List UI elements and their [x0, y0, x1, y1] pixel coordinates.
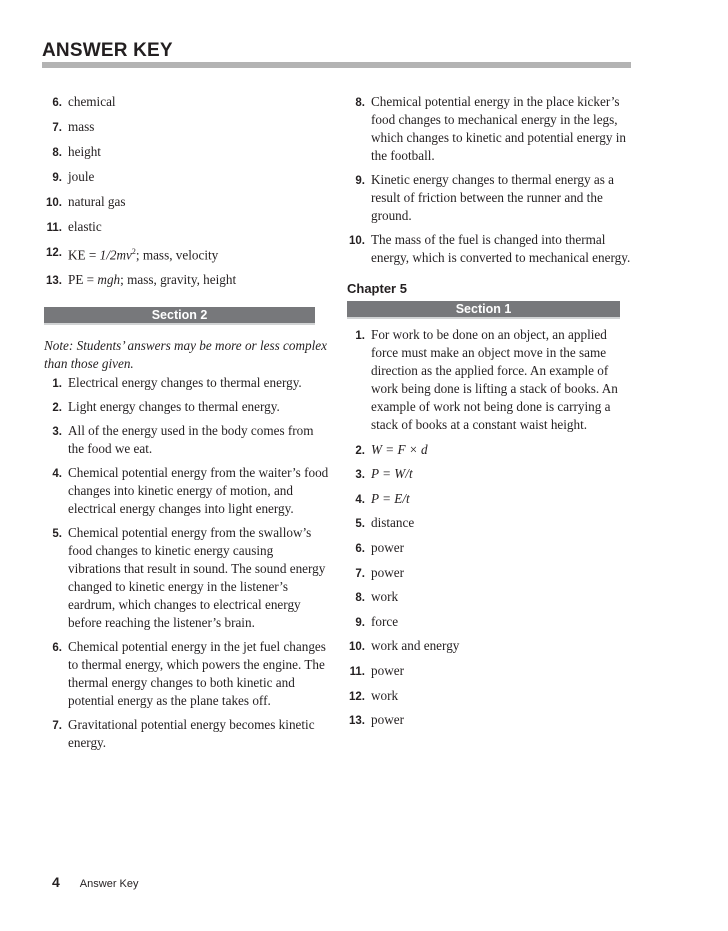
item-number: 4. — [355, 493, 365, 506]
item-text: force — [371, 613, 399, 629]
item-number: 12. — [349, 690, 365, 703]
list-item — [347, 171, 632, 225]
section-2-answer-list — [44, 374, 329, 752]
list-item — [44, 638, 329, 710]
formula-exponent: 2 — [131, 247, 136, 256]
list-item — [347, 231, 632, 267]
item-text: Chemical potential energy from the waiter’s food changes into kinetic energy of motion, and electrical energy changes into light energy. — [68, 465, 329, 517]
item-number: 8. — [355, 97, 365, 109]
list-item — [44, 464, 329, 518]
item-text: Light energy changes to thermal energy. — [68, 399, 280, 415]
item-text: work and energy — [371, 638, 460, 654]
item-number: 1. — [355, 330, 365, 342]
item-number: 9. — [355, 616, 365, 629]
item-number: 6. — [355, 542, 365, 555]
item-number: 6. — [52, 642, 62, 655]
item-text: Electrical energy changes to thermal energy. — [68, 375, 302, 391]
item-text: power — [371, 564, 404, 580]
item-text: Chemical potential energy from the swallow’s food changes to kinetic energy causing vibrations that result in sound. The sound energy changed to kinetic energy in the listener’s eardrum, which changes to electrical energy before reaching the listener’s brain. — [68, 525, 326, 631]
item-number: 11. — [349, 665, 365, 678]
list-item — [347, 514, 632, 532]
list-item — [347, 637, 632, 655]
item-number: 1. — [52, 378, 62, 391]
list-item — [44, 93, 329, 111]
item-text: Gravitational potential energy becomes kinetic energy. — [68, 717, 315, 751]
item-text: power — [371, 539, 404, 555]
item-text: elastic — [68, 219, 102, 234]
item-number: 2. — [52, 402, 62, 415]
list-item — [347, 662, 632, 680]
item-text: Chemical potential energy in the jet fuel changes to thermal energy, which powers the engine. The thermal energy changes to both kinetic and potential energy as the plane takes off. — [68, 639, 326, 709]
list-item — [347, 93, 632, 165]
item-number: 6. — [52, 97, 62, 109]
item-text: work — [371, 687, 399, 703]
item-number: 8. — [52, 147, 62, 159]
item-text: ; mass, velocity — [135, 247, 219, 263]
list-item — [44, 118, 329, 136]
page-number: 4 — [52, 874, 60, 890]
item-number: 12. — [46, 247, 62, 259]
page-title: ANSWER KEY — [42, 40, 173, 61]
item-number: 3. — [52, 426, 62, 439]
item-number: 5. — [52, 528, 62, 541]
section-1-heading: Section 1 — [347, 301, 620, 319]
list-item — [347, 687, 632, 705]
page-footer — [52, 874, 139, 892]
item-number: 7. — [52, 720, 62, 733]
item-text: joule — [68, 169, 95, 184]
list-item — [44, 143, 329, 161]
list-item — [347, 711, 632, 729]
item-number: 7. — [355, 567, 365, 580]
item-text: height — [68, 144, 101, 159]
item-text: All of the energy used in the body comes from the food we eat. — [68, 423, 314, 457]
list-item — [44, 524, 329, 632]
item-text: Kinetic energy changes to thermal energy as a result of friction between the runner and the ground. — [371, 172, 615, 223]
list-item — [44, 398, 329, 416]
list-item — [44, 374, 329, 392]
list-item — [347, 465, 632, 483]
item-number: 5. — [355, 518, 365, 531]
item-number: 9. — [355, 175, 365, 187]
list-item — [347, 441, 632, 459]
item-text: Chemical potential energy in the place kicker’s food changes to mechanical energy in the legs, which changes to kinetic and potential energy in the football. — [371, 94, 627, 163]
list-item — [347, 490, 632, 508]
list-item — [347, 539, 632, 557]
formula: 1/2mv — [99, 247, 132, 263]
item-number: 3. — [355, 469, 365, 482]
formula-prefix: PE = — [68, 272, 98, 288]
right-column — [347, 93, 632, 736]
list-item — [44, 168, 329, 186]
item-number: 10. — [349, 235, 365, 247]
section-1-answer-list — [347, 326, 632, 729]
chapter-5-heading: Chapter 5 — [347, 281, 407, 296]
item-text: ; mass, gravity, height — [120, 272, 237, 288]
item-number: 4. — [52, 468, 62, 481]
item-text: natural gas — [68, 194, 126, 209]
item-number: 13. — [349, 715, 365, 728]
left-column — [44, 93, 329, 758]
right-answer-list — [347, 93, 632, 267]
formula: mgh — [97, 272, 121, 288]
list-item — [44, 422, 329, 458]
list-item — [347, 564, 632, 582]
list-item — [44, 193, 329, 211]
title-rule — [42, 62, 631, 68]
list-item — [44, 271, 329, 289]
item-number: 10. — [46, 197, 62, 209]
item-number: 13. — [46, 275, 62, 288]
item-text: mass — [68, 119, 95, 134]
item-number: 9. — [52, 172, 62, 184]
formula: W = F × d — [371, 441, 428, 457]
item-number: 11. — [46, 222, 62, 234]
item-number: 8. — [355, 592, 365, 605]
item-text: power — [371, 662, 404, 678]
section-2-heading: Section 2 — [44, 307, 315, 325]
item-text: chemical — [68, 94, 116, 109]
item-text: work — [371, 589, 399, 605]
students-note: Note: Students’ answers may be more or less complex than those given. — [44, 338, 327, 372]
list-item — [347, 588, 632, 606]
list-item — [44, 218, 329, 236]
formula: P = W/t — [371, 466, 413, 482]
list-item — [347, 613, 632, 631]
left-answer-list — [44, 93, 329, 289]
formula-prefix: KE = — [68, 247, 100, 263]
item-number: 2. — [355, 444, 365, 457]
item-number: 7. — [52, 122, 62, 134]
item-text: power — [371, 712, 404, 728]
item-text: distance — [371, 515, 415, 531]
formula: P = E/t — [371, 490, 410, 506]
item-number: 10. — [349, 641, 365, 654]
item-text: The mass of the fuel is changed into thermal energy, which is converted to mechanical energy. — [371, 232, 631, 265]
footer-label: Answer Key — [79, 878, 139, 890]
list-item — [347, 326, 632, 434]
item-text: For work to be done on an object, an applied force must make an object move in the same direction as the applied force. An example of work being done is lifting a stack of books. An example of work not being done is carrying a stack of books at a constant waist height. — [371, 327, 618, 432]
list-item — [44, 716, 329, 752]
list-item — [44, 243, 329, 264]
